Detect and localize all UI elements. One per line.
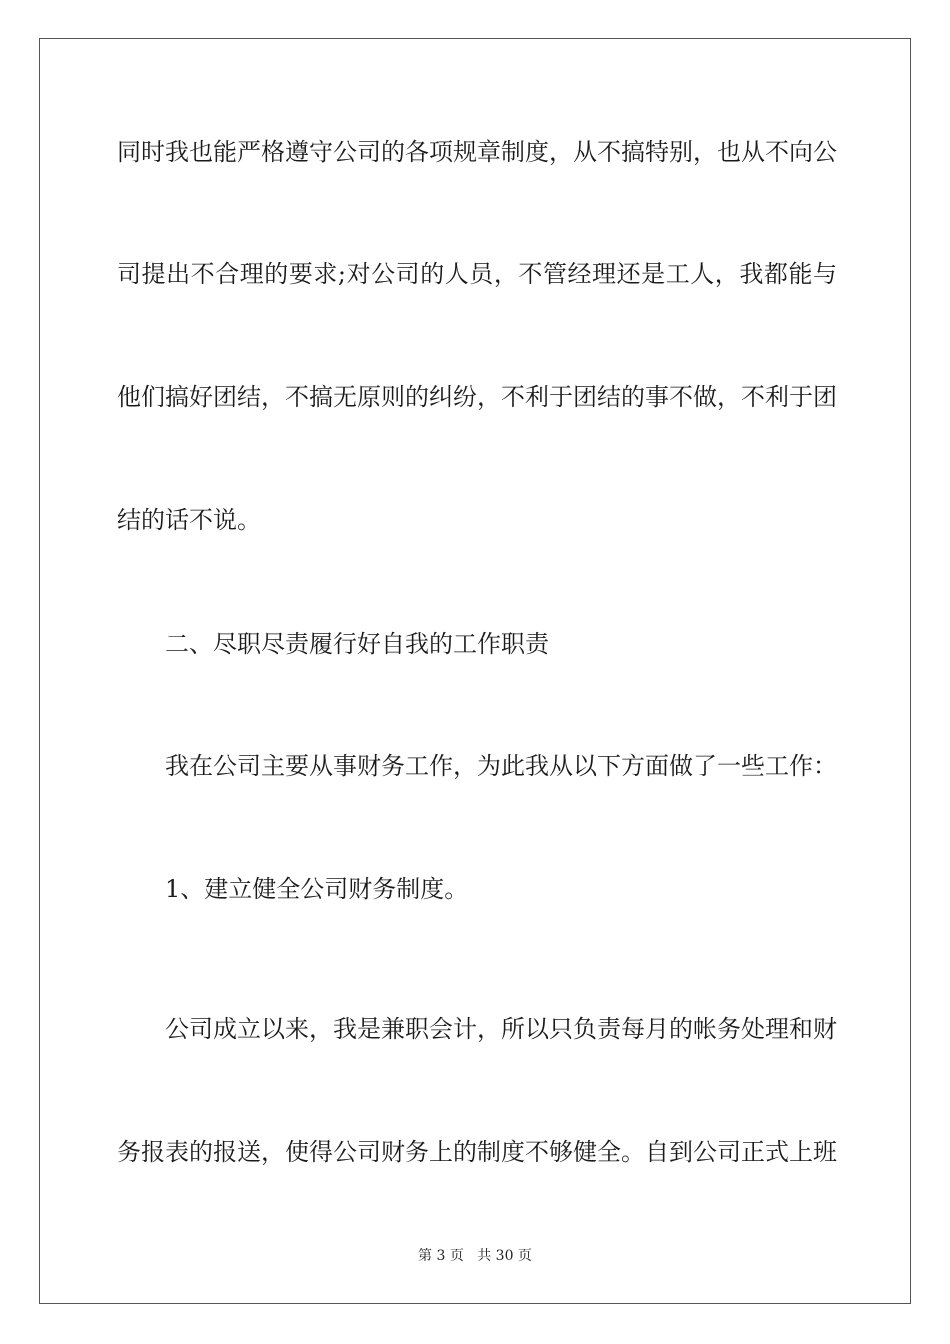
body-line: 公司成立以来，我是兼职会计，所以只负责每月的帐务处理和财 <box>165 1015 837 1043</box>
body-line: 结的话不说。 <box>117 506 261 534</box>
page-total: 共 30 页 <box>477 1248 532 1264</box>
body-line: 司提出不合理的要求;对公司的人员，不管经理还是工人，我都能与 <box>117 260 837 288</box>
body-line: 我在公司主要从事财务工作，为此我从以下方面做了一些工作： <box>165 752 837 780</box>
body-line: 他们搞好团结，不搞无原则的纠纷，不利于团结的事不做，不利于团 <box>117 383 837 411</box>
list-item-heading: 1、建立健全公司财务制度。 <box>165 875 469 903</box>
body-line: 同时我也能严格遵守公司的各项规章制度，从不搞特别，也从不向公 <box>117 138 837 166</box>
page-number: 第 3 页 <box>418 1248 464 1264</box>
page-footer <box>0 1247 950 1265</box>
page-border <box>39 38 911 1304</box>
section-heading: 二、尽职尽责履行好自我的工作职责 <box>165 630 549 658</box>
body-line: 务报表的报送，使得公司财务上的制度不够健全。自到公司正式上班 <box>117 1138 837 1166</box>
